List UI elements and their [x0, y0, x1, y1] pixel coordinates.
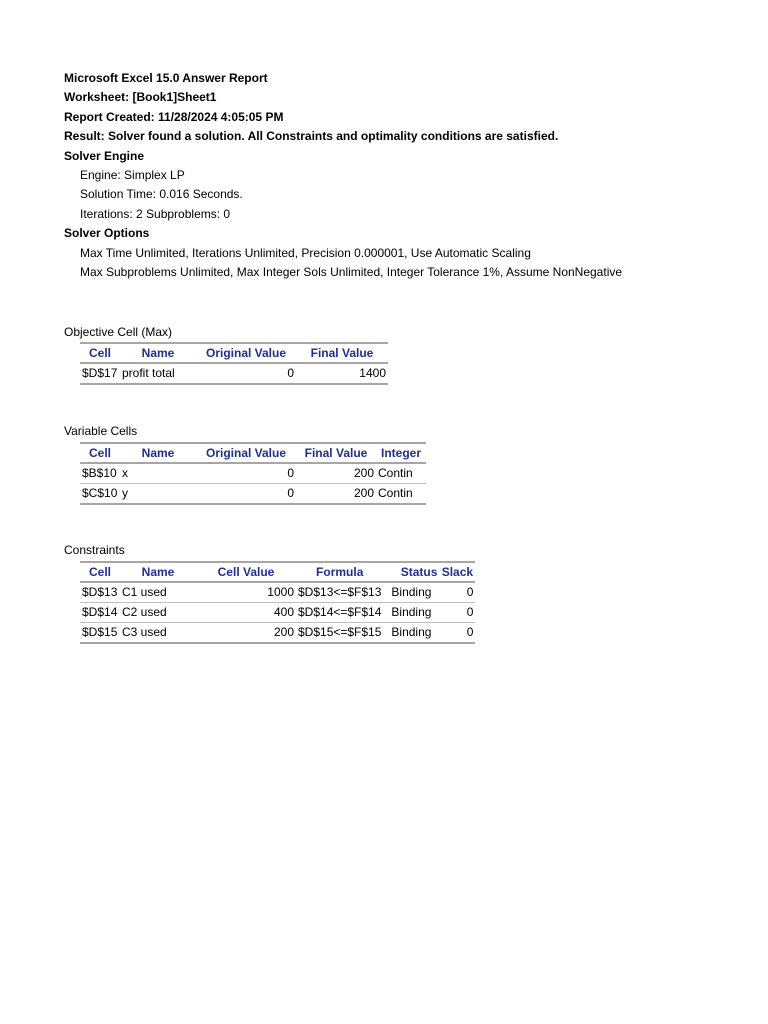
objective-table	[80, 342, 388, 385]
cell-ref: $D$17	[80, 363, 120, 384]
formula: $D$13<=$F$13	[296, 582, 383, 603]
report-created: Report Created: 11/28/2024 4:05:05 PM	[64, 109, 284, 124]
col-header-original: Original Value	[196, 343, 296, 363]
variables-table	[80, 442, 426, 505]
cell-ref: $C$10	[80, 484, 120, 505]
cell-value: 400	[196, 603, 296, 623]
col-header-final: Final Value	[296, 343, 388, 363]
cell-value: 200	[196, 623, 296, 644]
objective-section-title: Objective Cell (Max)	[64, 325, 173, 339]
col-header-formula: Formula	[296, 562, 383, 582]
report-header	[64, 69, 754, 282]
slack: 0	[439, 623, 475, 644]
col-header-original: Original Value	[196, 443, 296, 463]
status: Binding	[383, 603, 439, 623]
col-header-slack: Slack	[439, 562, 475, 582]
options-line-1: Max Time Unlimited, Iterations Unlimited, Precision 0.000001, Use Automatic Scaling	[80, 245, 531, 260]
options-line-2: Max Subproblems Unlimited, Max Integer Sols Unlimited, Integer Tolerance 1%, Assume NonNegative	[80, 264, 623, 279]
cell-ref: $D$15	[80, 623, 120, 644]
result-message: Result: Solver found a solution. All Constraints and optimality conditions are satisfied.	[64, 129, 559, 144]
cell-ref: $D$14	[80, 603, 120, 623]
original-value: 0	[196, 463, 296, 484]
formula: $D$14<=$F$14	[296, 603, 383, 623]
col-header-integer: Integer	[376, 443, 426, 463]
col-header-cell-value: Cell Value	[196, 562, 296, 582]
slack: 0	[439, 603, 475, 623]
table-row	[80, 463, 426, 484]
col-header-status: Status	[383, 562, 439, 582]
original-value: 0	[196, 363, 296, 384]
iterations-info: Iterations: 2 Subproblems: 0	[80, 206, 231, 221]
col-header-final: Final Value	[296, 443, 376, 463]
slack: 0	[439, 582, 475, 603]
worksheet-label: Worksheet: [Book1]Sheet1	[64, 90, 217, 105]
final-value: 1400	[296, 363, 388, 384]
cell-name: profit total	[120, 363, 196, 384]
cell-name: C1 used	[120, 582, 196, 603]
final-value: 200	[296, 463, 376, 484]
constraints-table	[80, 561, 475, 644]
table-header-row	[80, 443, 426, 463]
cell-name: x	[120, 463, 196, 484]
table-row	[80, 603, 475, 623]
report-title: Microsoft Excel 15.0 Answer Report	[64, 71, 268, 85]
table-header-row	[80, 343, 388, 363]
table-row	[80, 363, 388, 384]
solver-options-heading: Solver Options	[64, 226, 150, 241]
cell-ref: $B$10	[80, 463, 120, 484]
col-header-cell: Cell	[80, 562, 120, 582]
cell-name: C3 used	[120, 623, 196, 644]
status: Binding	[383, 623, 439, 644]
engine-info: Engine: Simplex LP	[80, 167, 185, 182]
status: Binding	[383, 582, 439, 603]
formula: $D$15<=$F$15	[296, 623, 383, 644]
integer-type: Contin	[376, 463, 426, 484]
cell-name: C2 used	[120, 603, 196, 623]
col-header-cell: Cell	[80, 343, 120, 363]
solution-time: Solution Time: 0.016 Seconds.	[80, 187, 243, 202]
col-header-name: Name	[120, 562, 196, 582]
table-row	[80, 582, 475, 603]
table-row	[80, 623, 475, 644]
col-header-cell: Cell	[80, 443, 120, 463]
cell-value: 1000	[196, 582, 296, 603]
table-header-row	[80, 562, 475, 582]
original-value: 0	[196, 484, 296, 505]
table-row	[80, 484, 426, 505]
cell-ref: $D$13	[80, 582, 120, 603]
variables-section-title: Variable Cells	[64, 424, 138, 438]
col-header-name: Name	[120, 443, 196, 463]
cell-name: y	[120, 484, 196, 505]
constraints-section-title: Constraints	[64, 543, 125, 557]
solver-engine-heading: Solver Engine	[64, 148, 145, 163]
final-value: 200	[296, 484, 376, 505]
col-header-name: Name	[120, 343, 196, 363]
integer-type: Contin	[376, 484, 426, 505]
